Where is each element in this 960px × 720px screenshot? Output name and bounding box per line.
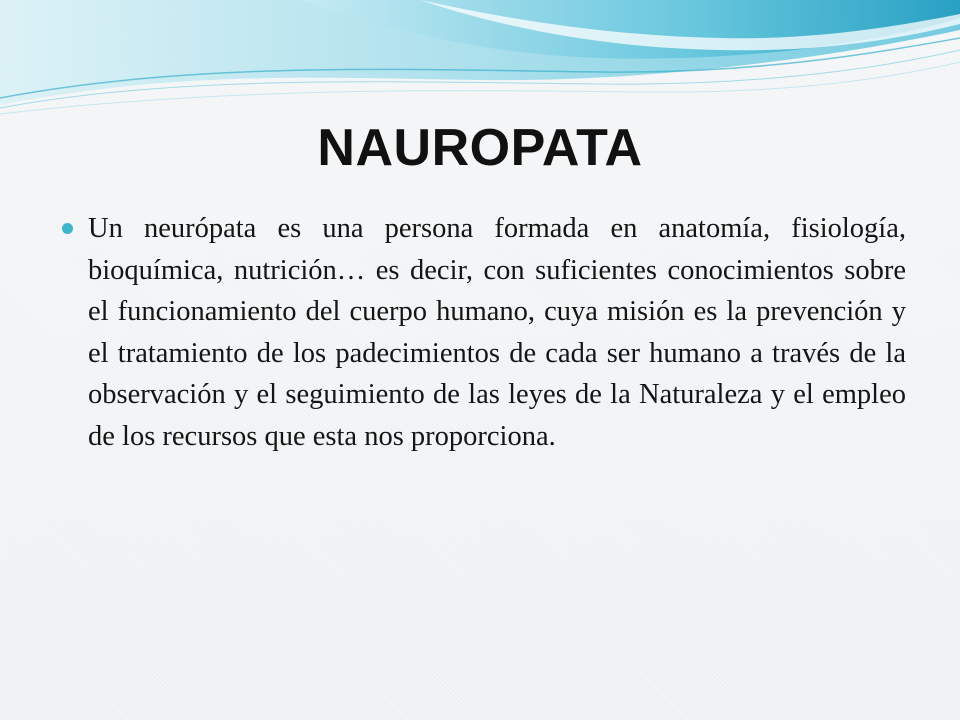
slide-title: NAUROPATA: [317, 119, 643, 177]
slide-content: [60, 208, 906, 457]
header-wave-decoration: [0, 0, 960, 130]
bullet-dot-icon: [62, 223, 73, 234]
bullet-text: Un neurópata es una persona formada en anatomía, fisiología, bioquímica, nutrición… es decir, con suficientes conocimientos sobre el funcionamiento del cuerpo humano, cuya misión es la prevención y el tratamiento de los padecimientos de cada ser humano a través de la observación y el seguimiento de las leyes de la Naturaleza y el empleo de los recursos que esta nos proporciona.: [88, 213, 906, 452]
bullet-item: [60, 208, 906, 457]
